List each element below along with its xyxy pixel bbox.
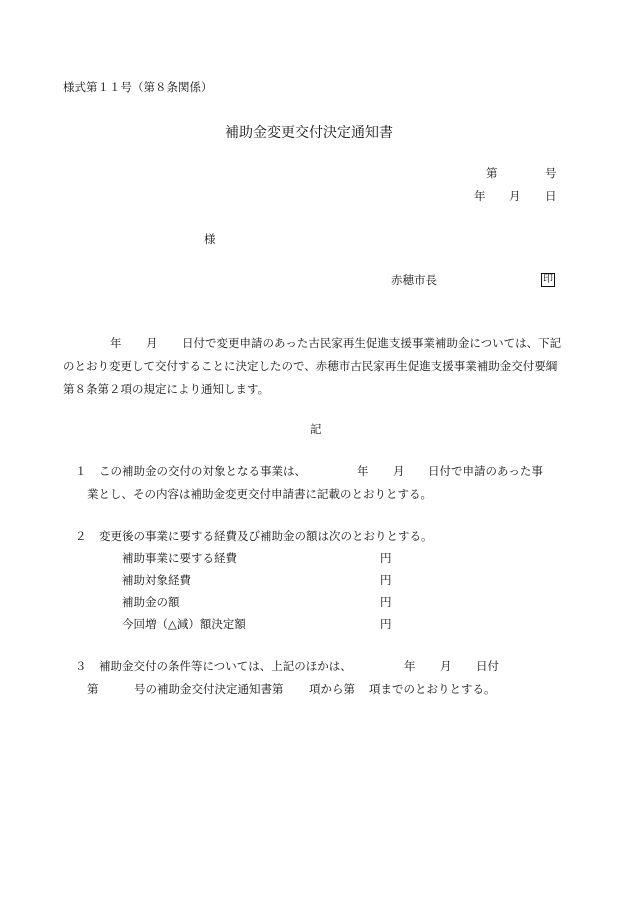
expense-row-unit: 円: [380, 551, 392, 565]
item3-day: 日付: [476, 659, 499, 673]
item1-number: １: [75, 464, 87, 478]
form-number: 様式第１１号（第８条関係）: [63, 80, 213, 94]
item3-month: 月: [440, 659, 452, 673]
date-year: 年: [474, 189, 486, 203]
item3-line2-a: 号の補助金交付決定通知書第: [134, 682, 284, 696]
item1-month: 月: [393, 464, 405, 478]
seal-stamp: 印: [543, 274, 553, 285]
date-day: 日: [545, 189, 557, 203]
body-year: 年: [110, 336, 122, 350]
expense-row-unit: 円: [380, 617, 392, 631]
item3-text-a: 補助金交付の条件等については、上記のほかは、: [99, 659, 352, 673]
addressee-sama: 様: [204, 232, 216, 246]
issuer-name: 赤穂市長: [391, 273, 437, 287]
item3-line2-dai: 第: [87, 682, 99, 696]
item1-text-b: 日付で申請のあった事: [428, 464, 543, 478]
body-line-3: 第８条第２項の規定により通知します。: [63, 382, 270, 396]
item1-year: 年: [357, 464, 369, 478]
item1-line-2: 業とし、その内容は補助金変更交付申請書に記載のとおりとする。: [87, 487, 432, 501]
expense-row-label: 補助対象経費: [122, 573, 191, 587]
expense-row-label: 補助金の額: [122, 595, 180, 609]
doc-number-gou: 号: [545, 166, 557, 180]
expense-row-label: 今回増（△減）額決定額: [122, 617, 246, 631]
item2-number: ２: [75, 529, 87, 543]
item3-line2-b: 項から第: [309, 682, 355, 696]
item1-text-a: この補助金の交付の対象となる事業は、: [99, 464, 306, 478]
ki-heading: 記: [310, 422, 322, 436]
body-line-2: のとおり変更して交付することに決定したので、赤穂市古民家再生促進支援事業補助金交付要綱: [63, 359, 558, 373]
date-month: 月: [509, 189, 521, 203]
item3-line2-c: 項までのとおりとする。: [369, 682, 496, 696]
expense-row-label: 補助事業に要する経費: [122, 551, 237, 565]
document-title: 補助金変更交付決定通知書: [225, 125, 393, 141]
expense-row-unit: 円: [380, 595, 392, 609]
item3-year: 年: [404, 659, 416, 673]
expense-row-unit: 円: [380, 573, 392, 587]
body-line-1: 日付で変更申請のあった古民家再生促進支援事業補助金については、下記: [182, 336, 562, 350]
item3-number: ３: [75, 659, 87, 673]
body-month: 月: [146, 336, 158, 350]
doc-number-dai: 第: [486, 166, 498, 180]
item2-text: 変更後の事業に要する経費及び補助金の額は次のとおりとする。: [99, 529, 433, 543]
